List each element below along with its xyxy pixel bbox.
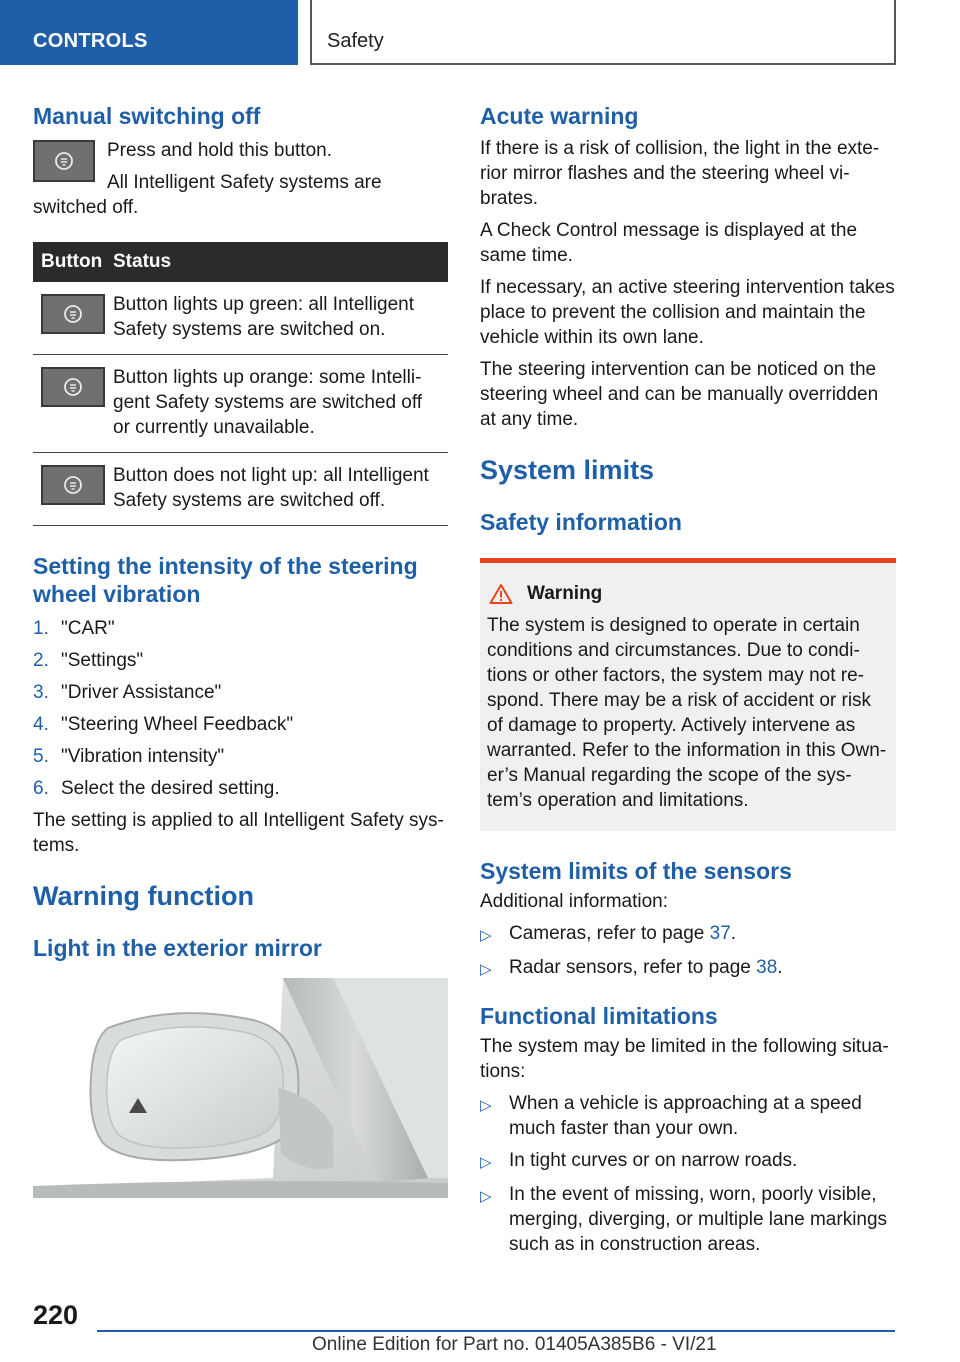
edition-text: Online Edition for Part no. 01405A385B6 - VI/21: [312, 1334, 717, 1355]
acute-p4: The steering intervention can be noticed on the steering wheel and can be manually overridden at any time.: [480, 359, 879, 430]
list-item: 4. "Steering Wheel Feedback": [33, 714, 294, 735]
triangle-marker-icon: ▷: [480, 1097, 492, 1114]
intensity-steps: [33, 616, 448, 801]
list-item: 5. "Vibration intensity": [33, 746, 225, 767]
warning-triangle-icon: [489, 583, 513, 605]
list-item: ▷ In tight curves or on narrow roads.: [480, 1148, 896, 1175]
manual-line-2b: switched off.: [33, 197, 139, 218]
page-link-radar[interactable]: 38: [756, 957, 778, 978]
section-tab: [0, 0, 298, 65]
list-item: 1. "CAR": [33, 618, 115, 639]
table-row: [33, 355, 448, 453]
safety-button-icon: [41, 367, 105, 407]
section-title: CONTROLS: [33, 30, 148, 52]
right-column: [480, 100, 896, 1264]
warning-box: [480, 558, 896, 831]
intensity-title: Setting the intensity of the steering wheel vibration: [33, 553, 418, 607]
triangle-marker-icon: ▷: [480, 1188, 492, 1205]
chapter-title: Safety: [327, 30, 384, 52]
status-text: Button lights up orange: some Intelligent Safety systems are switched off or currently unavailable.: [113, 355, 448, 453]
sensor-limits-list: [480, 921, 896, 982]
acute-p3: If necessary, an active steering intervention takes place to prevent the collision and maintain the vehicle within its own lane.: [480, 277, 895, 348]
table-header-button: Button: [33, 242, 113, 282]
left-column: [33, 100, 448, 1198]
triangle-marker-icon: ▷: [480, 1154, 492, 1171]
manual-switching-title: Manual switching off: [33, 103, 261, 129]
functional-limitations-title: Functional limitations: [480, 1003, 718, 1029]
safety-button-icon: [33, 140, 95, 182]
list-item: ▷ When a vehicle is approaching at a speed much faster than your own.: [480, 1093, 862, 1139]
functional-limitations-intro: The system may be limited in the following situations:: [480, 1036, 889, 1082]
intensity-note: The setting is applied to all Intelligent Safety systems.: [33, 810, 444, 856]
list-item: ▷ Cameras, refer to page 37.: [480, 921, 896, 948]
safety-button-icon: [41, 465, 105, 505]
manual-line-2a: All Intelligent Safety systems are: [107, 172, 382, 193]
table-row: [33, 282, 448, 355]
acute-p2: A Check Control message is displayed at the same time.: [480, 220, 858, 266]
exterior-mirror-image: [33, 978, 448, 1198]
status-text: Button does not light up: all Intelligent Safety systems are switched off.: [113, 453, 448, 526]
sensor-limits-title: System limits of the sensors: [480, 858, 792, 884]
acute-warning-title: Acute warning: [480, 103, 639, 129]
warning-function-title: Warning function: [33, 881, 254, 911]
functional-limitations-list: [480, 1091, 896, 1257]
acute-p1: If there is a risk of collision, the light in the exterior mirror flashes and the steering wheel vibrates.: [480, 138, 880, 209]
exterior-mirror-title: Light in the exterior mirror: [33, 935, 322, 961]
footer-rule: [97, 1330, 895, 1332]
chapter-tab: [310, 0, 896, 65]
warning-text: The system is designed to operate in certain conditions and circumstances. Due to conditions or other factors, the system may not respond. There may be a risk of accident or risk of damage to property. Actively intervene as warranted. Refer to the information in this Owner’s Manual regarding the scope of the system’s operation and limitations.: [487, 615, 887, 811]
sensor-limits-intro: Additional information:: [480, 891, 668, 912]
triangle-marker-icon: ▷: [480, 927, 492, 944]
triangle-marker-icon: ▷: [480, 961, 492, 978]
safety-information-title: Safety information: [480, 509, 682, 535]
page-link-cameras[interactable]: 37: [709, 923, 731, 944]
safety-button-icon: [41, 294, 105, 334]
list-item: 6. Select the desired setting.: [33, 778, 280, 799]
table-header-status: Status: [113, 242, 448, 282]
list-item: ▷ Radar sensors, refer to page 38.: [480, 955, 896, 982]
warning-heading: [487, 583, 889, 605]
table-row: [33, 453, 448, 526]
manual-line-1: Press and hold this button.: [107, 140, 332, 161]
page-number: 220: [33, 1300, 79, 1330]
status-text: Button lights up green: all Intelligent Safety systems are switched on.: [113, 282, 448, 355]
list-item: 2. "Settings": [33, 650, 144, 671]
list-item: ▷ In the event of missing, worn, poorly visible, merging, diverging, or multiple lane markings such as in construction areas.: [480, 1184, 888, 1255]
manual-switching-block: [33, 138, 448, 218]
list-item: 3. "Driver Assistance": [33, 682, 222, 703]
warning-label: Warning: [527, 583, 603, 604]
system-limits-title: System limits: [480, 455, 655, 485]
button-status-table: [33, 242, 448, 526]
